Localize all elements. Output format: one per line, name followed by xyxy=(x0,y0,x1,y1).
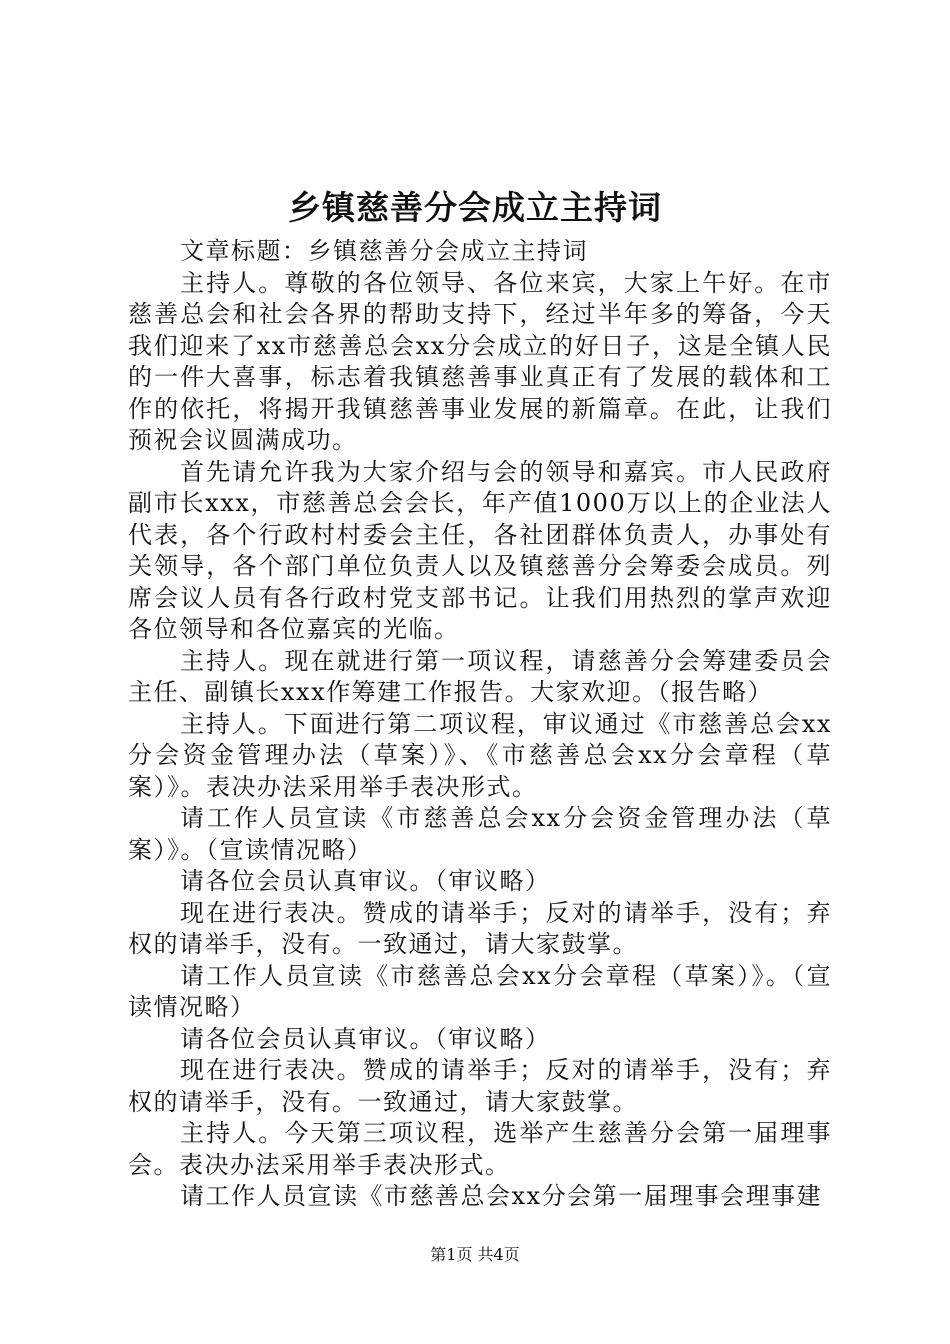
paragraph: 请工作人员宣读《市慈善总会xx分会第一届理事会理事建 xyxy=(180,1182,823,1210)
paragraph: 现在进行表决。赞成的请举手；反对的请举手，没有；弃权的请举手，没有。一致通过，请大家鼓掌。 xyxy=(128,898,832,958)
paragraph: 请各位会员认真审议。（审议略） xyxy=(180,1024,551,1053)
document-body xyxy=(128,236,832,1213)
paragraph: 主持人。尊敬的各位领导、各位来宾，大家上午好。在市慈善总会和社会各界的帮助支持下，经过半年多的筹备，今天我们迎来了xx市慈善总会xx分会成立的好日子，这是全镇人民的一件大喜事，标志着我镇慈善事业真正有了发展的载体和工作的依托，将揭开我镇慈善事业发展的新篇章。在此，让我们预祝会议圆满成功。 xyxy=(128,268,832,454)
paragraph: 首先请允许我为大家介绍与会的领导和嘉宾。市人民政府副市长xxx，市慈善总会会长，年产值1000万以上的企业法人代表，各个行政村村委会主任，各社团群体负责人，办事处有关领导，各个部门单位负责人以及镇慈善分会筹委会成员。列席会议人员有各行政村党支部书记。让我们用热烈的掌声欢迎各位领导和各位嘉宾的光临。 xyxy=(128,457,832,643)
paragraph: 现在进行表决。赞成的请举手；反对的请举手，没有；弃权的请举手，没有。一致通过，请大家鼓掌。 xyxy=(128,1056,832,1116)
paragraph: 主持人。现在就进行第一项议程，请慈善分会筹建委员会主任、副镇长xxx作筹建工作报告。大家欢迎。（报告略） xyxy=(128,646,832,706)
paragraph: 请工作人员宣读《市慈善总会xx分会章程（草案）》。（宣读情况略） xyxy=(128,961,832,1021)
page-footer: 第1页 共4页 xyxy=(430,1245,520,1264)
paragraph: 主持人。下面进行第二项议程，审议通过《市慈善总会xx分会资金管理办法（草案）》、《市慈善总会xx分会章程（草案）》。表决办法采用举手表决形式。 xyxy=(128,709,832,801)
paragraph: 请各位会员认真审议。（审议略） xyxy=(180,867,551,895)
document-title: 乡镇慈善分会成立主持词 xyxy=(288,188,662,227)
paragraph: 请工作人员宣读《市慈善总会xx分会资金管理办法（草案）》。（宣读情况略） xyxy=(128,804,832,864)
paragraph: 主持人。今天第三项议程，选举产生慈善分会第一届理事会。表决办法采用举手表决形式。 xyxy=(128,1119,832,1179)
paragraph: 文章标题：乡镇慈善分会成立主持词 xyxy=(180,237,588,265)
